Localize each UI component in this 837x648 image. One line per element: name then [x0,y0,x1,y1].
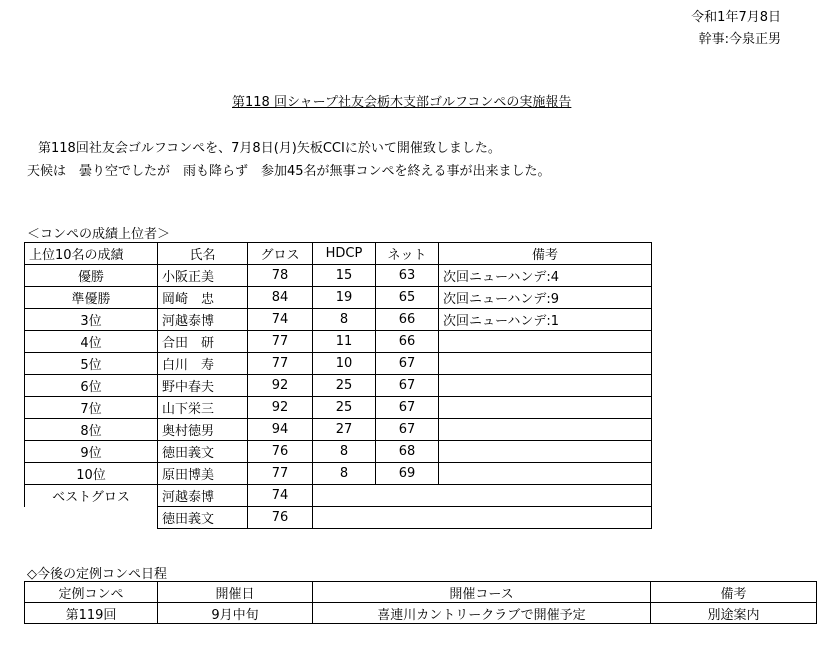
col-note-header: 備考 [439,243,652,265]
col-round-header: 定例コンペ [25,582,158,603]
report-title: 第118 回シャープ社友会栃木支部ゴルフコンペの実施報告 [232,95,572,110]
best-gross-empty [313,485,652,507]
result-row [25,353,652,375]
schedule-round: 第119回 [25,603,158,624]
hdcp-cell: 27 [313,419,376,441]
col-rank-header: 上位10名の成績 [25,243,158,265]
gross-cell: 78 [248,265,313,287]
hdcp-cell: 8 [313,463,376,485]
gross-cell: 94 [248,419,313,441]
note-cell [439,331,652,353]
col-hdcp-header: HDCP [313,243,376,265]
schedule-header-row [25,582,817,603]
col-course-header: 開催コース [313,582,651,603]
rank-cell: 準優勝 [25,287,158,309]
schedule-date: 9月中旬 [158,603,313,624]
gross-cell: 77 [248,353,313,375]
name-cell: 合田 研 [158,331,248,353]
hdcp-cell: 19 [313,287,376,309]
hdcp-cell: 10 [313,353,376,375]
best-gross-empty [313,507,652,529]
col-note-header: 備考 [651,582,817,603]
name-cell: 奥村徳男 [158,419,248,441]
body-line-1: 第118回社友会ゴルフコンペを、7月8日(月)矢板CCIに於いて開催致しました。 [38,141,501,156]
schedule-course: 喜連川カントリークラブで開催予定 [313,603,651,624]
note-cell: 次回ニューハンデ:4 [439,265,652,287]
rank-cell: 5位 [25,353,158,375]
net-cell: 66 [376,309,439,331]
gross-cell: 92 [248,375,313,397]
name-cell: 岡崎 忠 [158,287,248,309]
gross-cell: 76 [248,441,313,463]
net-cell: 67 [376,397,439,419]
note-cell: 次回ニューハンデ:9 [439,287,652,309]
schedule-table [24,581,817,624]
report-date: 令和1年7月8日 [691,10,781,25]
name-cell: 徳田義文 [158,441,248,463]
schedule-heading: ◇今後の定例コンペ日程 [27,567,167,582]
note-cell [439,397,652,419]
hdcp-cell: 11 [313,331,376,353]
gross-cell: 74 [248,309,313,331]
rank-cell: 6位 [25,375,158,397]
name-cell: 野中春夫 [158,375,248,397]
result-row [25,309,652,331]
results-table [24,242,652,529]
name-cell: 山下栄三 [158,397,248,419]
rank-cell: 3位 [25,309,158,331]
col-date-header: 開催日 [158,582,313,603]
col-gross-header: グロス [248,243,313,265]
gross-cell: 77 [248,331,313,353]
gross-cell: 92 [248,397,313,419]
hdcp-cell: 15 [313,265,376,287]
name-cell: 河越泰博 [158,309,248,331]
rank-cell: 4位 [25,331,158,353]
result-row [25,287,652,309]
hdcp-cell: 25 [313,397,376,419]
gross-cell: 84 [248,287,313,309]
net-cell: 66 [376,331,439,353]
result-row [25,331,652,353]
hdcp-cell: 25 [313,375,376,397]
net-cell: 67 [376,375,439,397]
result-row [25,265,652,287]
schedule-note: 別途案内 [651,603,817,624]
best-gross-row-2 [25,507,652,529]
name-cell: 原田博美 [158,463,248,485]
note-cell: 次回ニューハンデ:1 [439,309,652,331]
rank-cell: 10位 [25,463,158,485]
rank-cell: 優勝 [25,265,158,287]
hdcp-cell: 8 [313,309,376,331]
col-name-header: 氏名 [158,243,248,265]
result-row [25,397,652,419]
col-net-header: ネット [376,243,439,265]
rank-cell: 9位 [25,441,158,463]
note-cell [439,441,652,463]
net-cell: 69 [376,463,439,485]
result-row [25,375,652,397]
note-cell [439,375,652,397]
note-cell [439,463,652,485]
result-row [25,441,652,463]
net-cell: 65 [376,287,439,309]
best-gross-label-cont [25,507,158,529]
rank-cell: 8位 [25,419,158,441]
note-cell [439,353,652,375]
best-gross-name: 河越泰博 [158,485,248,507]
result-row [25,463,652,485]
net-cell: 67 [376,419,439,441]
name-cell: 白川 寿 [158,353,248,375]
best-gross-score: 74 [248,485,313,507]
best-gross-name: 徳田義文 [158,507,248,529]
schedule-row [25,603,817,624]
gross-cell: 77 [248,463,313,485]
net-cell: 68 [376,441,439,463]
best-gross-label: ベストグロス [25,485,158,507]
hdcp-cell: 8 [313,441,376,463]
net-cell: 63 [376,265,439,287]
results-header-row [25,243,652,265]
best-gross-score: 76 [248,507,313,529]
body-line-2: 天候は 曇り空でしたが 雨も降らず 参加45名が無事コンペを終える事が出来ました。 [27,164,551,179]
net-cell: 67 [376,353,439,375]
results-heading: ＜コンペの成績上位者＞ [27,227,171,242]
note-cell [439,419,652,441]
best-gross-row-1 [25,485,652,507]
organizer: 幹事:今泉正男 [698,32,781,47]
result-row [25,419,652,441]
name-cell: 小阪正美 [158,265,248,287]
rank-cell: 7位 [25,397,158,419]
